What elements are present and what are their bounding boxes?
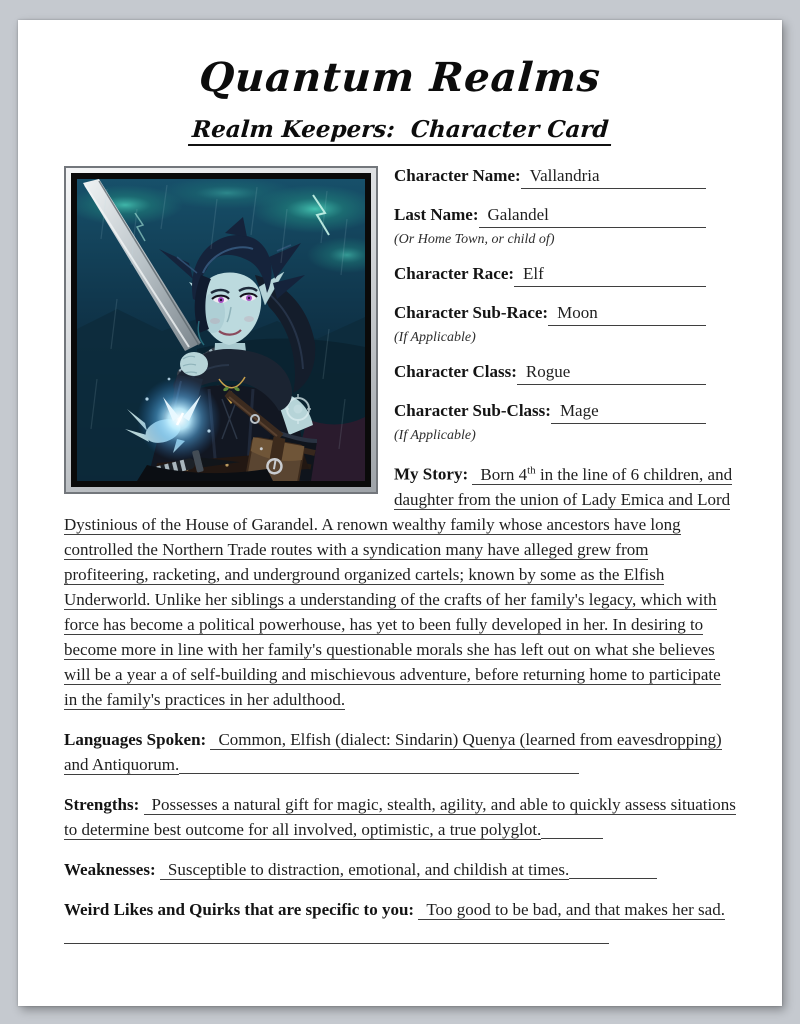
character-portrait-frame [64, 166, 378, 494]
sub-class-value[interactable]: Mage [551, 399, 706, 424]
last-name-label: Last Name: [394, 205, 479, 224]
field-class [394, 360, 706, 385]
languages-blank-line[interactable] [179, 754, 579, 774]
sub-race-label: Character Sub-Race: [394, 303, 549, 322]
character-sheet-body [64, 164, 736, 727]
my-story-value[interactable]: Born 4th in the line of 6 children, and daughter from the union of Lady Emica and Lord Dystinious of the House of Garandel. A renown wealthy family whose ancestors have long controlled the Northern Trade routes with a syndication many have alleged grew from profiteering, racketing, and underground organized cartels; known by some as the Elfish Underworld. Unlike her siblings a understanding of the crafts of her family's legacy, which with force has become a political powerhouse, has yet to been fully developed in her. In desiring to become more in line with her family's questionable morals she has left out on what she believes will be a year a of self-building and mischievous adventure, before returning home to participate in the family's practices in her adulthood. [64, 464, 733, 709]
field-languages [64, 727, 736, 777]
weaknesses-blank-line[interactable] [569, 859, 657, 879]
character-name-value[interactable]: Vallandria [521, 164, 706, 189]
quirks-label: Weird Likes and Quirks that are specific to you: [64, 899, 415, 919]
page-subtitle: Realm Keepers: Character Card [188, 116, 613, 146]
field-quirks [64, 897, 736, 947]
languages-value[interactable]: Common, Elfish (dialect: Sindarin) Quenya (learned from eavesdropping) and Antiquorum. [64, 729, 722, 774]
page-subtitle-row [64, 116, 736, 146]
weaknesses-label: Weaknesses: [64, 859, 156, 879]
field-strengths [64, 792, 736, 842]
field-character-name [394, 164, 706, 189]
sub-race-hint: (If Applicable) [394, 330, 476, 345]
field-sub-race [394, 301, 706, 326]
sub-class-label: Character Sub-Class: [394, 401, 551, 420]
magic-glow [137, 377, 221, 461]
field-my-story [64, 458, 736, 712]
quirks-blank-line[interactable] [64, 924, 609, 944]
strengths-value[interactable]: Possesses a natural gift for magic, stealth, agility, and able to quickly assess situations to determine best outcome for all involved, optimistic, a true polyglot. [64, 794, 736, 839]
my-story-label: My Story: [394, 464, 469, 484]
class-label: Character Class: [394, 362, 517, 381]
field-weaknesses [64, 857, 736, 882]
field-last-name [394, 203, 706, 228]
document-page[interactable] [18, 20, 782, 1006]
character-portrait-art [77, 179, 365, 481]
last-name-value[interactable]: Galandel [479, 203, 706, 228]
field-race [394, 262, 706, 287]
strengths-label: Strengths: [64, 794, 140, 814]
sub-class-hint: (If Applicable) [394, 428, 476, 443]
character-name-label: Character Name: [394, 166, 521, 185]
sub-race-value[interactable]: Moon [548, 301, 706, 326]
last-name-hint: (Or Home Town, or child of) [394, 232, 555, 247]
character-portrait [71, 173, 371, 487]
quirks-value[interactable]: Too good to be bad, and that makes her sad. [418, 900, 725, 920]
weaknesses-value[interactable]: Susceptible to distraction, emotional, and childish at times. [160, 860, 569, 880]
page-title: Quantum Realms [197, 54, 603, 101]
languages-label: Languages Spoken: [64, 729, 207, 749]
race-label: Character Race: [394, 264, 515, 283]
field-sub-class [394, 399, 706, 424]
race-value[interactable]: Elf [514, 262, 706, 287]
class-value[interactable]: Rogue [517, 360, 706, 385]
strengths-blank-line[interactable] [541, 819, 603, 839]
